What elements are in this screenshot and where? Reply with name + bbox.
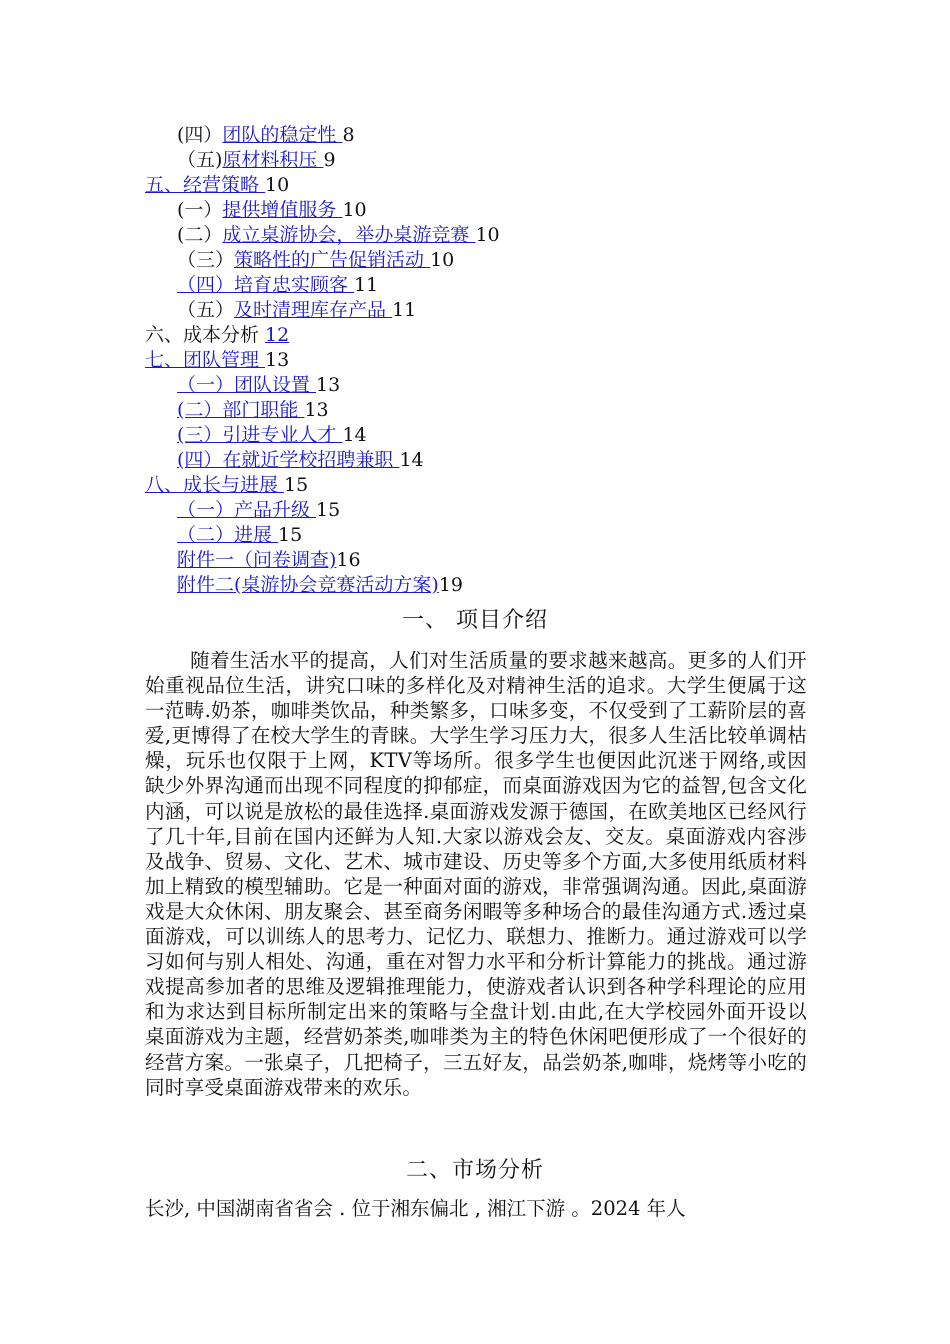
toc-entry	[145, 398, 825, 423]
toc-entry-page-number: 14	[342, 424, 367, 446]
toc-entry-link[interactable]: (四）在就近学校招聘兼职	[177, 449, 400, 471]
toc-entry-page-number: 10	[265, 174, 290, 196]
toc-entry-link[interactable]: 原材料积压	[222, 149, 324, 171]
project-intro-text: 随着生活水平的提高，人们对生活质量的要求越来越高。更多的人们开始重视品位生活，讲究口味的多样化及对精神生活的追求。大学生便属于这一范畴.奶茶，咖啡类饮品，种类繁多，口味多变，不仅受到了工薪阶层的喜爱,更博得了在校大学生的青睐。大学生学习压力大，很多人生活比较单调枯燥，玩乐也仅限于上网，KTV等场所。很多学生也便因此沉迷于网络,或因缺少外界沟通而出现不同程度的抑郁症，而桌面游戏因为它的益智,包含文化内涵，可以说是放松的最佳选择.桌面游戏发源于德国，在欧美地区已经风行了几十年,目前在国内还鲜为人知.大家以游戏会友、交友。桌面游戏内容涉及战争、贸易、文化、艺术、城市建设、历史等多个方面,大多使用纸质材料加上精致的模型辅助。它是一种面对面的游戏，非常强调沟通。因此,桌面游戏是大众休闲、朋友聚会、甚至商务闲暇等多种场合的最佳沟通方式.透过桌面游戏，可以训练人的思考力、记忆力、联想力、推断力。通过游戏可以学习如何与别人相处、沟通，重在对智力水平和分析计算能力的挑战。通过游戏提高参加者的思维及逻辑推理能力，使游戏者认识到各种学科理论的应用和为求达到目标所制定出来的策略与全盘计划.由此,在大学校园外面开设以桌面游戏为主题，经营奶茶类,咖啡类为主的特色休闲吧便形成了一个很好的经营方案。一张桌子，几把椅子，三五好友，品尝奶茶,咖啡，烧烤等小吃的同时享受桌面游戏带来的欢乐。	[145, 649, 807, 1099]
toc-entry-page-number: 11	[354, 274, 379, 296]
toc-entry-number: （五)	[177, 149, 223, 171]
toc-entry	[145, 173, 825, 198]
toc-entry-page-number: 10	[342, 199, 367, 221]
toc-entry-link[interactable]: （一）产品升级	[177, 499, 317, 521]
toc-entry-number[interactable]: （四）	[177, 274, 235, 296]
toc-entry-page-number: 11	[392, 299, 417, 321]
toc-entry-page-number: 15	[278, 524, 303, 546]
toc-entry	[145, 298, 825, 323]
toc-entry	[145, 373, 825, 398]
toc-entry-number: （三）	[177, 249, 235, 271]
section-heading-market-analysis: 二、市场分析	[405, 1158, 544, 1183]
toc-entry	[145, 423, 825, 448]
toc-entry	[145, 323, 825, 348]
toc-entry	[145, 473, 825, 498]
toc-entry-link[interactable]: （二）进展	[177, 524, 279, 546]
project-intro-paragraph	[145, 648, 807, 1100]
toc-entry	[145, 498, 825, 523]
toc-entry	[145, 223, 825, 248]
toc-entry-page-number: 13	[304, 399, 329, 421]
toc-entry	[145, 573, 825, 598]
toc-entry-page-number: 9	[323, 149, 336, 171]
toc-entry	[145, 148, 825, 173]
table-of-contents	[145, 123, 825, 598]
market-analysis-text: 长沙, 中国湖南省省会 . 位于湘东偏北 , 湘江下游 。2024 年人	[145, 1197, 686, 1220]
toc-entry-link: 六、成本分析	[145, 324, 266, 346]
toc-entry	[145, 523, 825, 548]
toc-entry-number: （五）	[177, 299, 235, 321]
toc-entry-link[interactable]: 策略性的广告促销活动	[234, 249, 431, 271]
market-analysis-paragraph	[145, 1196, 807, 1221]
toc-entry-link[interactable]: （一）团队设置	[177, 374, 317, 396]
toc-entry-number: (四）	[177, 124, 223, 146]
toc-entry-link[interactable]: (三）引进专业人才	[177, 424, 343, 446]
toc-entry-link[interactable]: 附件二(桌游协会竞赛活动方案)	[177, 574, 439, 596]
section-heading-project-intro: 一、 项目介绍	[402, 608, 548, 633]
toc-entry-page-number: 10	[430, 249, 455, 271]
toc-entry-link[interactable]: 八、成长与进展	[145, 474, 285, 496]
toc-entry-link[interactable]: 团队的稳定性	[222, 124, 343, 146]
toc-entry	[145, 198, 825, 223]
toc-entry-page-number[interactable]: 12	[265, 324, 290, 346]
toc-entry	[145, 123, 825, 148]
toc-entry-link[interactable]: 七、团队管理	[145, 349, 266, 371]
toc-entry-page-number: 10	[475, 224, 500, 246]
toc-entry-number: (一）	[177, 199, 223, 221]
toc-entry-link[interactable]: 五、经营策略	[145, 174, 266, 196]
toc-entry	[145, 273, 825, 298]
toc-entry-page-number: 13	[265, 349, 290, 371]
toc-entry-link[interactable]: 及时清理库存产品	[234, 299, 393, 321]
toc-entry-page-number: 14	[399, 449, 424, 471]
toc-entry-page-number: 16	[336, 549, 361, 571]
toc-entry-link[interactable]: 附件一（问卷调查)	[177, 549, 337, 571]
toc-entry-link[interactable]: 成立桌游协会，举办桌游竞赛	[222, 224, 476, 246]
toc-entry-page-number: 19	[438, 574, 464, 596]
toc-entry	[145, 448, 825, 473]
toc-entry-page-number: 15	[316, 499, 341, 521]
toc-entry	[145, 348, 825, 373]
toc-entry	[145, 248, 825, 273]
toc-entry-link[interactable]: 培育忠实顾客	[234, 274, 355, 296]
toc-entry-link[interactable]: (二）部门职能	[177, 399, 305, 421]
toc-entry-number: (二）	[177, 224, 223, 246]
toc-entry-page-number: 8	[342, 124, 355, 146]
toc-entry-page-number: 13	[316, 374, 341, 396]
toc-entry	[145, 548, 825, 573]
toc-entry-link[interactable]: 提供增值服务	[222, 199, 343, 221]
toc-entry-page-number: 15	[284, 474, 309, 496]
